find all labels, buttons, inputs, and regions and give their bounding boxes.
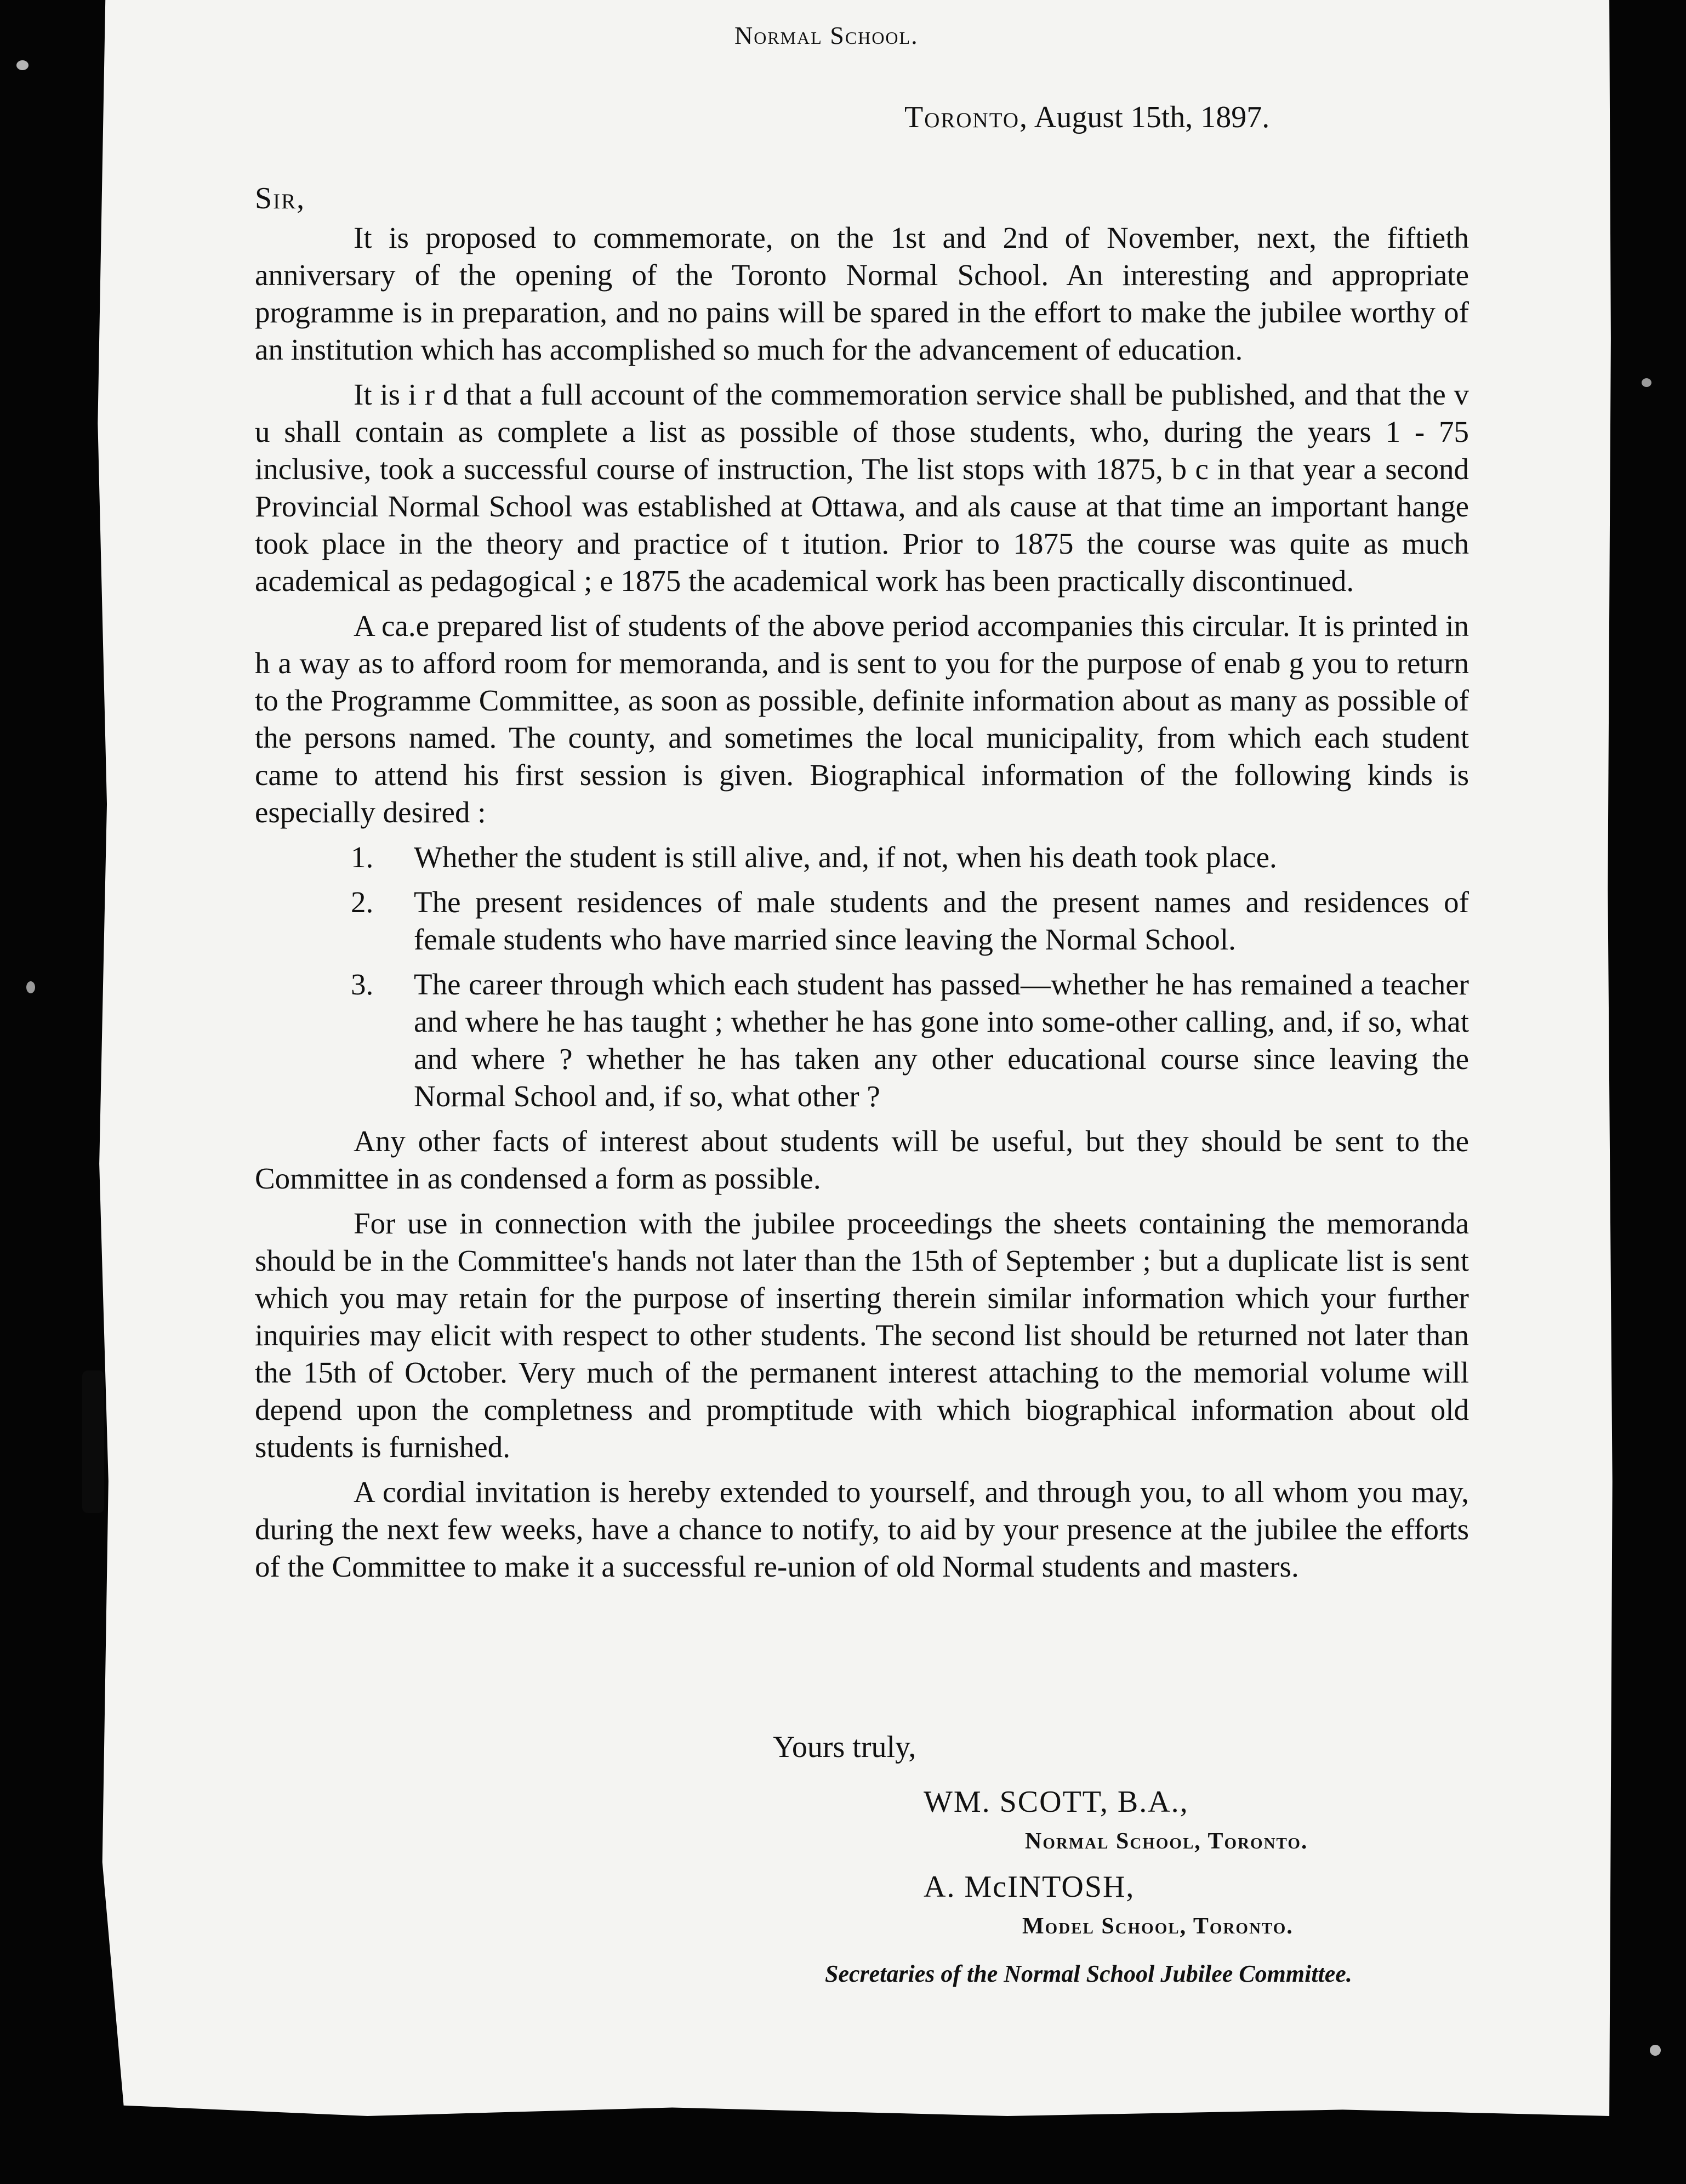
scan-speck — [16, 60, 29, 70]
list-text: The present residences of male students and the present names and residences of female students who have married since leaving the Normal School. — [414, 885, 1469, 956]
letter-body — [255, 219, 1469, 1593]
dateline-date: August 15th, 1897. — [1034, 100, 1270, 134]
paragraph-4: Any other facts of interest about students will be useful, but they should be sent to the Committee in as condensed a form as possible. — [255, 1124, 1469, 1195]
list-text: Whether the student is still alive, and, if not, when his death took place. — [414, 840, 1277, 874]
signatory-2-name: A. McINTOSH, — [924, 1870, 1135, 1904]
dateline — [904, 100, 1269, 135]
paragraph-3: A ca.e prepared list of students of the above period accompanies this circular. It is printed in h a way as to afford room for memoranda, and is sent to you for the purpose of enab g you to return to the Programme Committee, as soon as possible, definite information about as many as possible of the persons named. The county, and sometimes the local municipality, from which each student came to attend his first session is given. Biographical information of the following kinds is especially desired : — [255, 609, 1469, 829]
list-text: The career through which each student has passed—whether he has remained a teacher and where he has taught ; whether he has gone into some-other calling, and, if so, what and where ? whether he has taken any other educational course since leaving the Normal School and, if so, what other ? — [414, 968, 1469, 1113]
list-item — [255, 839, 1469, 876]
closing: Yours truly, — [773, 1730, 916, 1764]
paragraph-6: A cordial invitation is hereby extended to yourself, and through you, to all whom you may, during the next few weeks, have a chance to notify, to aid by your presence at the jubilee the efforts of the Committee to make it a successful re-union of old Normal students and masters. — [255, 1475, 1469, 1583]
list-number: 1. — [351, 840, 374, 874]
list-item — [255, 966, 1469, 1115]
signatory-1-affiliation: Normal School, Toronto. — [1025, 1829, 1308, 1854]
signatory-1-name: WM. SCOTT, B.A., — [924, 1785, 1189, 1819]
salutation: Sir, — [255, 181, 306, 215]
institution-header: Normal School. — [734, 21, 919, 49]
paragraph-1: It is proposed to commemorate, on the 1st and 2nd of November, next, the fiftieth anniversary of the opening of the Toronto Normal School. An interesting and appropriate programme is in preparation, and no pains will be spared in the effort to make the jubilee worthy of an institution which has accomplished so much for the advancement of education. — [255, 221, 1469, 366]
committee-title: Secretaries of the Normal School Jubilee Committee. — [825, 1960, 1352, 1987]
signatory-2-affiliation: Model School, Toronto. — [1022, 1914, 1294, 1939]
paragraph-2: It is i r d that a full account of the commemoration service shall be published, and that the v u shall contain as complete a list as possible of those students, who, during the years 1 ‑ 75 inclusive, took a successful course of instruction, The list stops with 1875, b c in that year a second Provincial Normal School was established at Ottawa, and als cause at that time an important hange took place in the theory and practice of t itution. Prior to 1875 the course was quite as much academical as pedagogical ; e 1875 the academical work has been practically discontinued. — [255, 378, 1469, 598]
list-number: 3. — [351, 968, 374, 1001]
list-number: 2. — [351, 885, 374, 919]
dateline-place: Toronto, — [904, 100, 1028, 134]
scan-speck — [26, 981, 35, 993]
paragraph-5: For use in connection with the jubilee proceedings the sheets containing the memoranda should be in the Committee's hands not later than the 15th of September ; but a duplicate list is sent which you may retain for the purpose of inserting therein similar information which your further inquiries may elicit with respect to other students. The second list should be returned not later than the 15th of October. Very much of the permanent interest attaching to the memorial volume will depend upon the completness and promptitude with which biographical information about old students is furnished. — [255, 1207, 1469, 1464]
scan-speck — [1642, 378, 1651, 387]
scan-speck — [82, 1370, 104, 1513]
scan-speck — [1650, 2045, 1661, 2056]
list-item — [255, 884, 1469, 958]
